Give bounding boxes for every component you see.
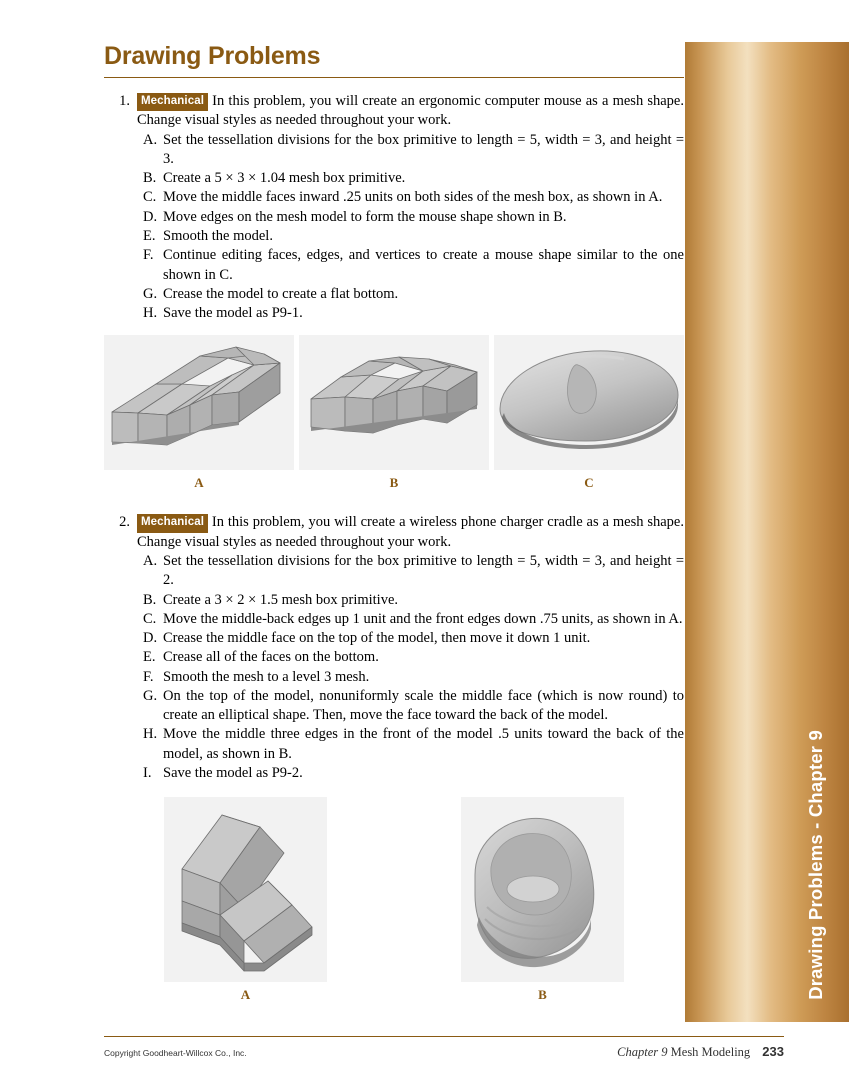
step-text: Create a 5 × 3 × 1.04 mesh box primitive. bbox=[163, 170, 406, 187]
step-label: F. bbox=[143, 247, 154, 264]
problem-2-steps bbox=[130, 552, 684, 783]
figure-1b bbox=[299, 335, 489, 491]
list-item bbox=[130, 285, 684, 304]
step-label: G. bbox=[143, 687, 158, 704]
figure-2a bbox=[164, 797, 327, 1003]
figure-2b-canvas bbox=[461, 797, 624, 982]
title-divider bbox=[104, 77, 684, 78]
figure-1c bbox=[494, 335, 684, 491]
figure-1a-caption: A bbox=[194, 475, 204, 491]
footer-chapter: Chapter 9 bbox=[617, 1045, 668, 1059]
step-text: Crease the model to create a flat bottom. bbox=[163, 285, 399, 302]
side-tab-label: Drawing Problems - Chapter 9 bbox=[805, 730, 826, 1000]
figure-2b bbox=[461, 797, 624, 1003]
step-label: B. bbox=[143, 591, 157, 608]
step-text: Continue editing faces, edges, and vertices to create a mouse shape similar to the one shown in C. bbox=[163, 247, 684, 283]
step-text: Move the middle-back edges up 1 unit and the front edges down .75 units, as shown in A. bbox=[163, 610, 683, 627]
footer-divider bbox=[104, 1036, 784, 1037]
step-text: Move edges on the mesh model to form the mouse shape shown in B. bbox=[163, 208, 567, 225]
list-item bbox=[130, 552, 684, 591]
list-item bbox=[130, 687, 684, 726]
step-text: Set the tessellation divisions for the box primitive to length = 5, width = 3, and height = 2. bbox=[163, 552, 684, 589]
mesh-mouse-shape-illustration bbox=[299, 335, 489, 470]
step-text: Smooth the mesh to a level 3 mesh. bbox=[163, 668, 370, 685]
page-number: 233 bbox=[762, 1044, 784, 1059]
footer-chapter-info bbox=[617, 1044, 784, 1060]
step-text: Create a 3 × 2 × 1.5 mesh box primitive. bbox=[163, 591, 399, 608]
mesh-box-illustration bbox=[104, 335, 294, 470]
page-content bbox=[104, 42, 684, 1009]
step-text: Crease all of the faces on the bottom. bbox=[163, 649, 379, 666]
problem-2-tag: Mechanical bbox=[137, 514, 208, 533]
step-label: I. bbox=[143, 765, 152, 782]
list-item bbox=[130, 208, 684, 227]
cradle-mesh-illustration bbox=[164, 797, 327, 982]
smoothed-cradle-illustration bbox=[461, 797, 624, 982]
problem-2 bbox=[104, 513, 684, 1003]
list-item bbox=[130, 668, 684, 687]
list-item bbox=[130, 610, 684, 629]
step-text: Smooth the model. bbox=[163, 227, 273, 244]
list-item bbox=[130, 227, 684, 246]
step-label: F. bbox=[143, 668, 154, 685]
list-item bbox=[130, 764, 684, 783]
copyright-text: Copyright Goodheart-Willcox Co., Inc. bbox=[104, 1048, 247, 1058]
problem-2-figures bbox=[104, 797, 684, 1003]
smoothed-mouse-illustration bbox=[494, 335, 684, 470]
list-item bbox=[130, 169, 684, 188]
problem-2-steps-wrap bbox=[104, 552, 684, 783]
problem-1-tag: Mechanical bbox=[137, 93, 208, 112]
problem-1-intro-block bbox=[137, 92, 684, 131]
step-label: E. bbox=[143, 227, 156, 244]
problem-1-steps-wrap bbox=[104, 131, 684, 324]
figure-2b-caption: B bbox=[538, 987, 547, 1003]
step-label: C. bbox=[143, 189, 157, 206]
problem-2-number: 2. bbox=[119, 514, 130, 531]
page-footer bbox=[104, 1044, 784, 1060]
list-item bbox=[130, 629, 684, 648]
figure-1a bbox=[104, 335, 294, 491]
page-title: Drawing Problems bbox=[104, 42, 321, 70]
step-text: Crease the middle face on the top of the model, then move it down 1 unit. bbox=[163, 630, 591, 647]
step-label: A. bbox=[143, 552, 158, 569]
step-label: E. bbox=[143, 649, 156, 666]
problem-1 bbox=[104, 92, 684, 491]
list-item bbox=[130, 304, 684, 323]
problem-1-number: 1. bbox=[119, 93, 130, 109]
problem-2-header bbox=[104, 513, 684, 552]
step-text: Set the tessellation divisions for the box primitive to length = 5, width = 3, and height = 3. bbox=[163, 131, 684, 167]
step-label: H. bbox=[143, 726, 158, 743]
list-item bbox=[130, 648, 684, 667]
step-label: A. bbox=[143, 131, 158, 148]
problem-1-steps bbox=[130, 131, 684, 324]
problem-2-intro-block bbox=[137, 513, 684, 552]
problem-1-intro: In this problem, you will create an ergonomic computer mouse as a mesh shape. Change visual styles as needed throughout your work. bbox=[137, 93, 684, 129]
figure-1b-canvas bbox=[299, 335, 489, 470]
problem-2-intro: In this problem, you will create a wireless phone charger cradle as a mesh shape. Change visual styles as needed throughout your work. bbox=[137, 514, 684, 550]
list-item bbox=[130, 725, 684, 764]
step-label: C. bbox=[143, 610, 157, 627]
figure-1c-caption: C bbox=[584, 475, 594, 491]
list-item bbox=[130, 131, 684, 170]
step-text: Save the model as P9-2. bbox=[163, 765, 303, 782]
figure-2a-caption: A bbox=[240, 987, 251, 1003]
step-text: Move the middle faces inward .25 units on both sides of the mesh box, as shown in A. bbox=[163, 189, 663, 206]
figure-1b-caption: B bbox=[389, 475, 399, 491]
step-label: G. bbox=[143, 285, 158, 302]
step-text: Save the model as P9-1. bbox=[163, 305, 303, 322]
problem-1-figures bbox=[104, 335, 684, 491]
list-item bbox=[130, 246, 684, 285]
chapter-side-tab bbox=[685, 42, 849, 1022]
figure-1a-canvas bbox=[104, 335, 294, 470]
figure-1c-canvas bbox=[494, 335, 684, 470]
step-text: On the top of the model, nonuniformly scale the middle face (which is now round) to create an elliptical shape. Then, move the face toward the back of the model. bbox=[163, 687, 684, 724]
footer-chapter-title: Mesh Modeling bbox=[670, 1045, 751, 1059]
figure-2a-canvas bbox=[164, 797, 327, 982]
step-text: Move the middle three edges in the front of the model .5 units toward the back of the model, as shown in B. bbox=[163, 726, 684, 762]
step-label: D. bbox=[143, 208, 158, 225]
list-item bbox=[130, 188, 684, 207]
step-label: D. bbox=[143, 630, 158, 647]
step-label: B. bbox=[143, 170, 157, 187]
problem-1-header bbox=[104, 92, 684, 131]
step-label: H. bbox=[143, 305, 158, 322]
list-item bbox=[130, 591, 684, 610]
